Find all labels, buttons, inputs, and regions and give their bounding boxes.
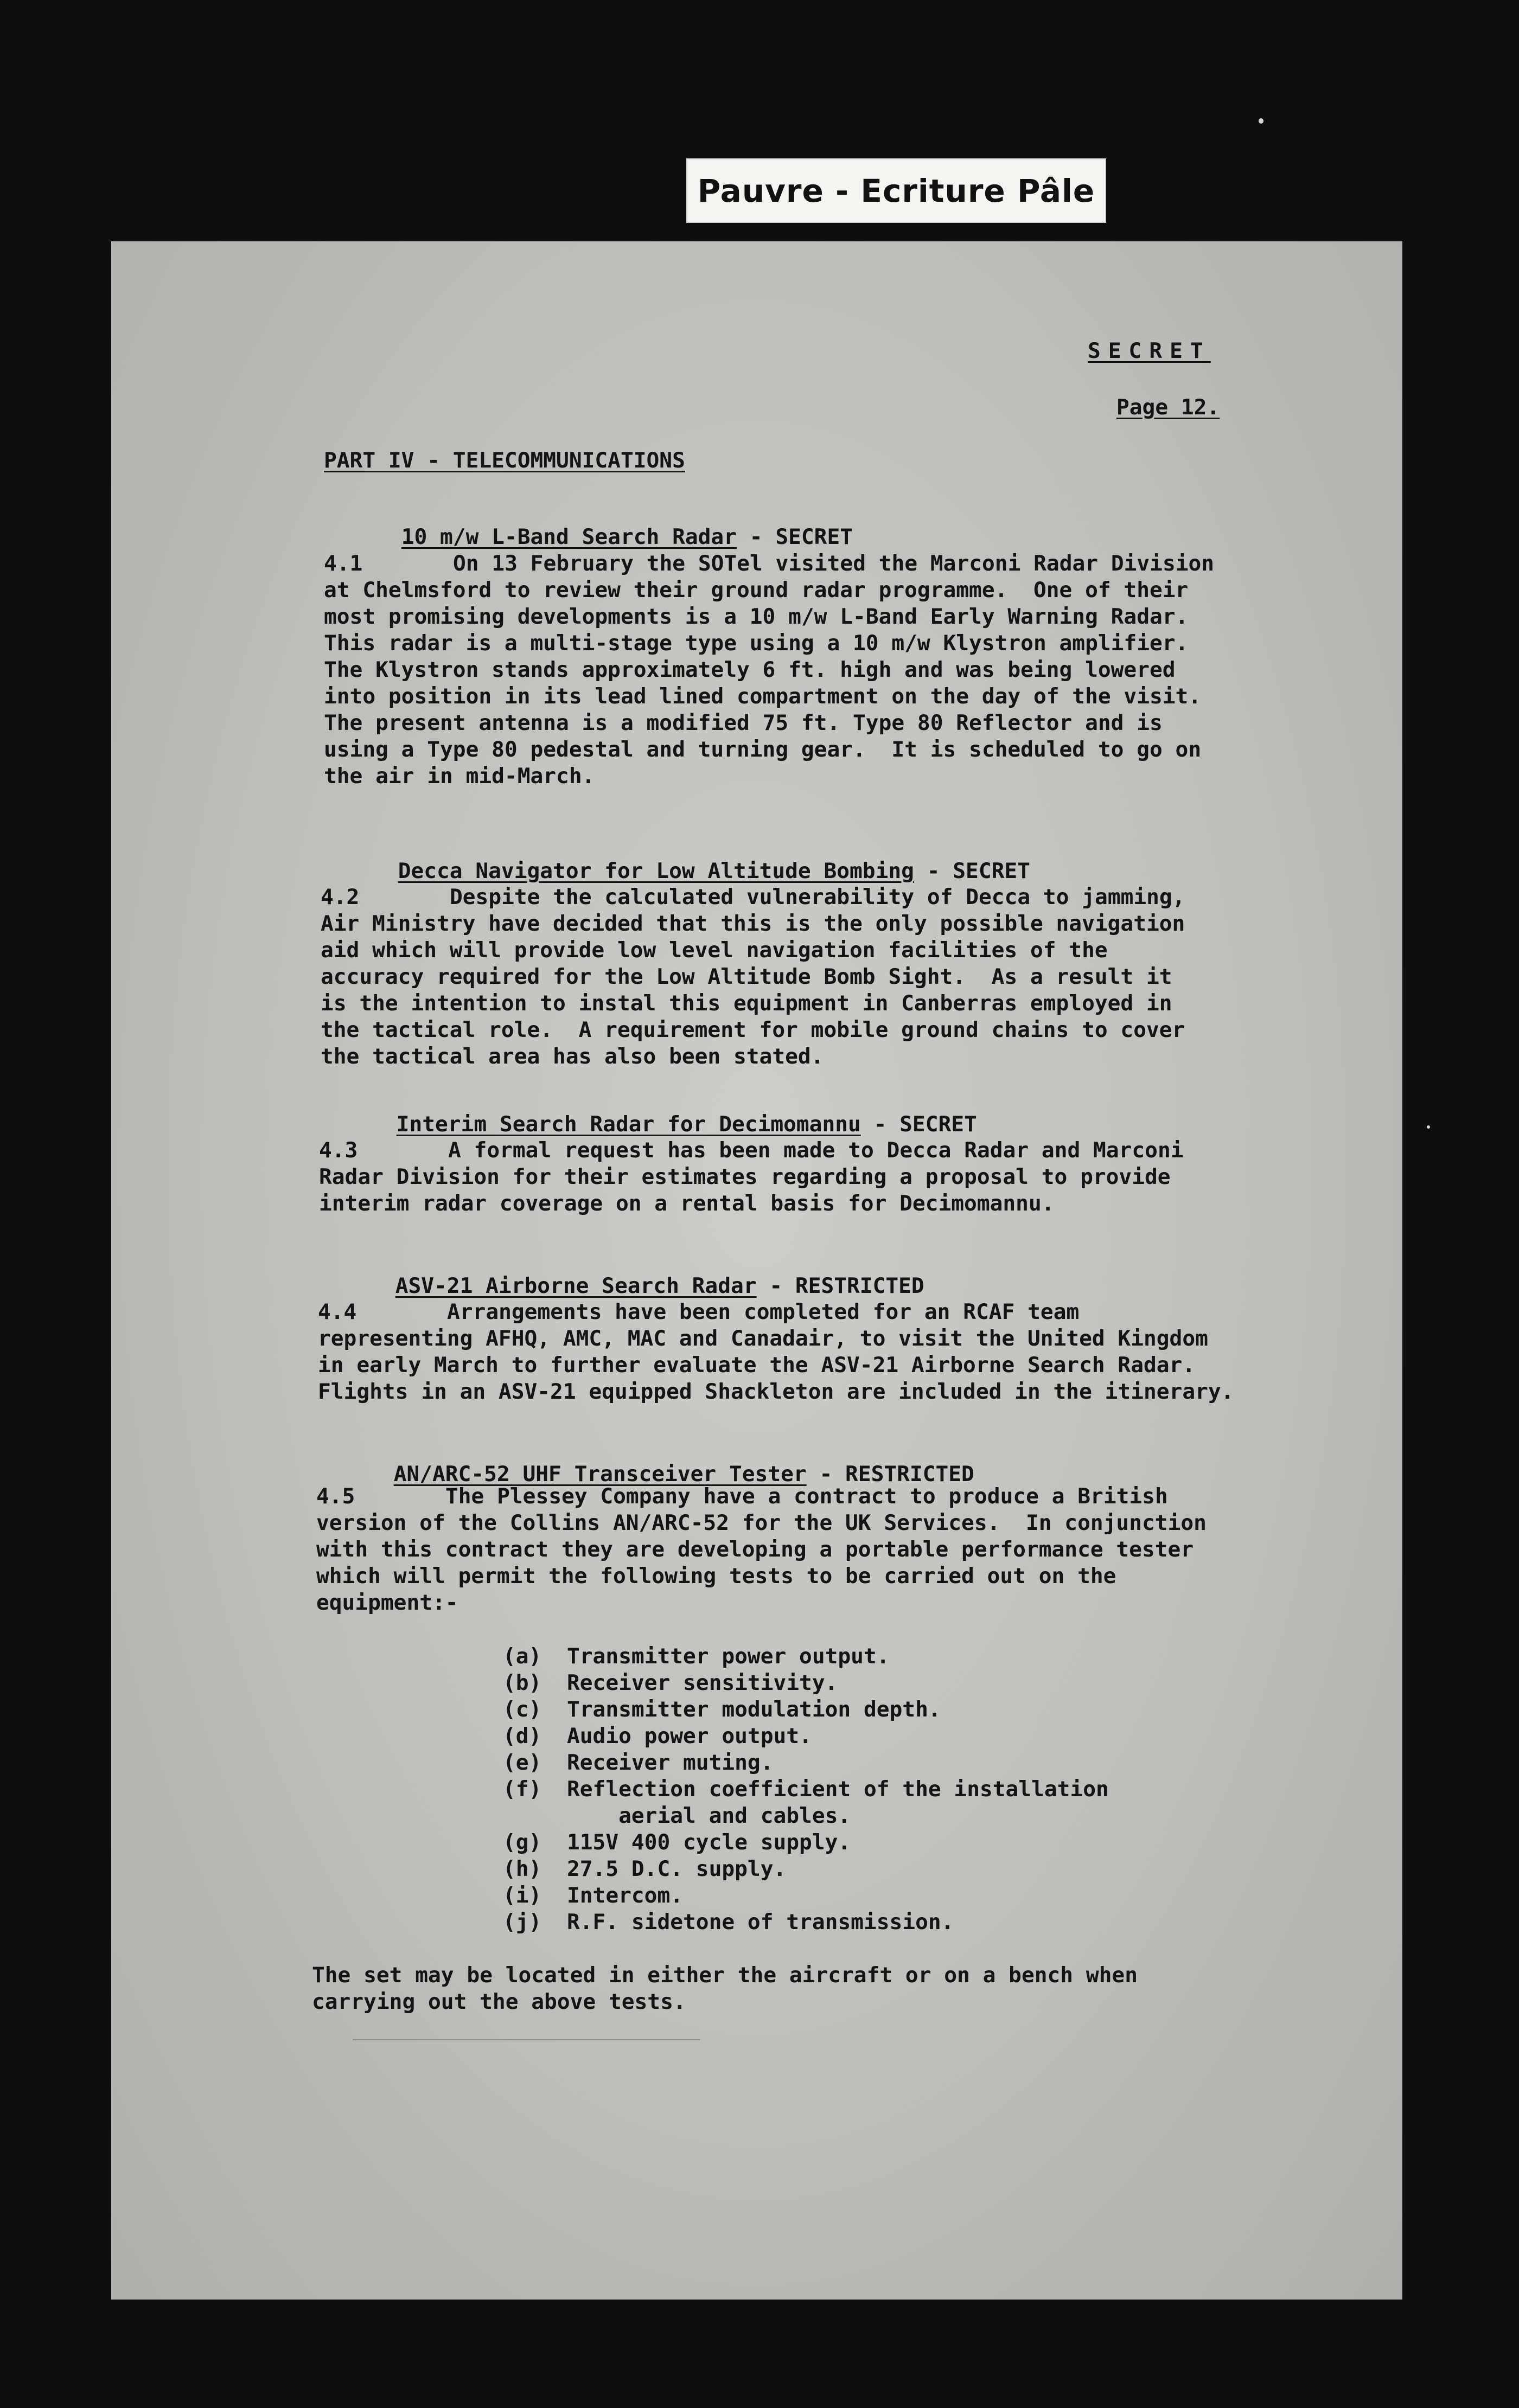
paragraph-number: 4.1 bbox=[324, 551, 363, 576]
section-grading: - SECRET bbox=[737, 524, 853, 549]
paragraph-line: equipment:- bbox=[316, 1590, 458, 1615]
list-item bbox=[503, 1643, 1109, 1670]
list-text: 115V 400 cycle supply. bbox=[567, 1830, 851, 1855]
section-grading: - SECRET bbox=[914, 859, 1030, 883]
faint-rule bbox=[353, 2039, 700, 2040]
paragraph-line: the air in mid-March. bbox=[324, 764, 595, 789]
paragraph-4-4 bbox=[318, 1299, 1349, 1405]
list-item bbox=[503, 1856, 1109, 1882]
dust-speck bbox=[1259, 118, 1263, 124]
paragraph-line: 4.4 Arrangements have been completed for an RCAF team bbox=[318, 1299, 1080, 1324]
list-marker: (f) bbox=[503, 1777, 542, 1802]
list-text: Receiver sensitivity. bbox=[567, 1670, 838, 1695]
list-item bbox=[503, 1696, 1109, 1723]
list-marker bbox=[503, 1803, 567, 1829]
list-item bbox=[503, 1882, 1109, 1909]
paragraph-line: in early March to further evaluate the ASV-21 Airborne Search Radar. bbox=[318, 1353, 1196, 1378]
section-title: Interim Search Radar for Decimomannu bbox=[396, 1112, 861, 1137]
paragraph-line: aid which will provide low level navigation facilities of the bbox=[321, 938, 1108, 963]
list-item bbox=[503, 1909, 1109, 1936]
list-marker: (g) bbox=[503, 1830, 542, 1855]
paragraph-line: most promising developments is a 10 m/w L-Band Early Warning Radar. bbox=[324, 604, 1189, 629]
paragraph-line: which will permit the following tests to be carried out on the bbox=[316, 1564, 1116, 1589]
paragraph-line: version of the Collins AN/ARC-52 for the UK Services. In conjunction bbox=[316, 1510, 1207, 1535]
list-text: Intercom. bbox=[567, 1883, 684, 1908]
list-marker: (h) bbox=[503, 1856, 542, 1881]
paragraph-4-2 bbox=[321, 884, 1351, 1070]
list-item bbox=[503, 1723, 1109, 1750]
paragraph-number: 4.2 bbox=[321, 885, 360, 910]
paragraph-line: The set may be located in either the aircraft or on a bench when bbox=[312, 1963, 1138, 1988]
paragraph-line: The Klystron stands approximately 6 ft. high and was being lowered bbox=[324, 657, 1176, 682]
paragraph-line: is the intention to instal this equipment in Canberras employed in bbox=[321, 991, 1172, 1016]
paragraph-4-3 bbox=[319, 1137, 1350, 1217]
paragraph-line: representing AFHQ, AMC, MAC and Canadair, to visit the United Kingdom bbox=[318, 1326, 1208, 1351]
paragraph-number: 4.3 bbox=[319, 1138, 358, 1163]
paragraph-line: the tactical role. A requirement for mobile ground chains to cover bbox=[321, 1017, 1185, 1042]
list-text: 27.5 D.C. supply. bbox=[567, 1856, 787, 1881]
document-body bbox=[111, 241, 1402, 2300]
list-item bbox=[503, 1670, 1109, 1696]
list-marker: (i) bbox=[503, 1883, 542, 1908]
list-item bbox=[503, 1750, 1109, 1776]
list-marker: (d) bbox=[503, 1724, 542, 1749]
paragraph-line: Air Ministry have decided that this is the only possible navigation bbox=[321, 911, 1185, 936]
list-marker: (a) bbox=[503, 1644, 542, 1669]
paragraph-line: 4.3 A formal request has been made to Decca Radar and Marconi bbox=[319, 1138, 1184, 1163]
paragraph-line: This radar is a multi-stage type using a 10 m/w Klystron amplifier. bbox=[324, 631, 1189, 656]
paragraph-line: into position in its lead lined compartment on the day of the visit. bbox=[324, 684, 1202, 709]
paragraph-line: 4.2 Despite the calculated vulnerability of Decca to jamming, bbox=[321, 885, 1185, 910]
paragraph-4-1 bbox=[324, 550, 1355, 790]
list-marker: (b) bbox=[503, 1670, 542, 1695]
list-item-continuation bbox=[503, 1803, 1109, 1829]
page-number: Page 12. bbox=[1116, 395, 1220, 420]
part-heading: PART IV - TELECOMMUNICATIONS bbox=[324, 448, 685, 473]
list-marker: (j) bbox=[503, 1910, 542, 1935]
section-title: AN/ARC-52 UHF Transceiver Tester bbox=[393, 1462, 807, 1487]
paragraph-4-5 bbox=[316, 1483, 1347, 1616]
paragraph-line: accuracy required for the Low Altitude Bomb Sight. As a result it bbox=[321, 964, 1172, 989]
section-title: 10 m/w L-Band Search Radar bbox=[401, 524, 737, 549]
list-text: Reflection coefficient of the installation bbox=[567, 1777, 1109, 1802]
paragraph-line: Flights in an ASV-21 equipped Shackleton are included in the itinerary. bbox=[318, 1379, 1234, 1404]
list-marker: (c) bbox=[503, 1697, 542, 1722]
paragraph-line: carrying out the above tests. bbox=[312, 1989, 686, 2014]
list-text: Receiver muting. bbox=[567, 1750, 774, 1775]
paragraph-line: The present antenna is a modified 75 ft. Type 80 Reflector and is bbox=[324, 710, 1163, 735]
list-text: Transmitter power output. bbox=[567, 1644, 890, 1669]
document-sheet bbox=[111, 241, 1402, 2300]
paragraph-line: using a Type 80 pedestal and turning gear. It is scheduled to go on bbox=[324, 737, 1202, 762]
paragraph-line: 4.5 The Plessey Company have a contract to produce a British bbox=[316, 1484, 1168, 1509]
section-grading: - RESTRICTED bbox=[756, 1273, 924, 1298]
section-grading: - SECRET bbox=[860, 1112, 977, 1137]
dust-speck bbox=[1427, 1125, 1430, 1129]
section-grading: - RESTRICTED bbox=[806, 1462, 974, 1487]
paragraph-line: interim radar coverage on a rental basis for Decimomannu. bbox=[319, 1191, 1055, 1216]
paragraph-number: 4.4 bbox=[318, 1299, 357, 1324]
list-text: aerial and cables. bbox=[567, 1803, 851, 1828]
list-item bbox=[503, 1829, 1109, 1856]
handwritten-label-text: Pauvre - Ecriture Pâle bbox=[697, 172, 1095, 209]
paragraph-line: the tactical area has also been stated. bbox=[321, 1044, 824, 1069]
paragraph-line: Radar Division for their estimates regarding a proposal to provide bbox=[319, 1164, 1171, 1189]
closing-paragraph bbox=[312, 1962, 1343, 2015]
handwritten-label bbox=[686, 158, 1106, 223]
section-title: Decca Navigator for Low Altitude Bombing bbox=[398, 859, 914, 883]
classification-marking: SECRET bbox=[1088, 338, 1211, 363]
list-marker: (e) bbox=[503, 1750, 542, 1775]
list-text: R.F. sidetone of transmission. bbox=[567, 1910, 954, 1935]
paragraph-number: 4.5 bbox=[316, 1484, 355, 1509]
list-text: Audio power output. bbox=[567, 1724, 812, 1749]
list-item bbox=[503, 1776, 1109, 1803]
paragraph-line: at Chelmsford to review their ground radar programme. One of their bbox=[324, 578, 1189, 603]
list-text: Transmitter modulation depth. bbox=[567, 1697, 941, 1722]
section-title: ASV-21 Airborne Search Radar bbox=[395, 1273, 757, 1298]
paragraph-line: with this contract they are developing a portable performance tester bbox=[316, 1537, 1194, 1562]
test-list bbox=[503, 1643, 1109, 1936]
paragraph-line: 4.1 On 13 February the SOTel visited the Marconi Radar Division bbox=[324, 551, 1215, 576]
